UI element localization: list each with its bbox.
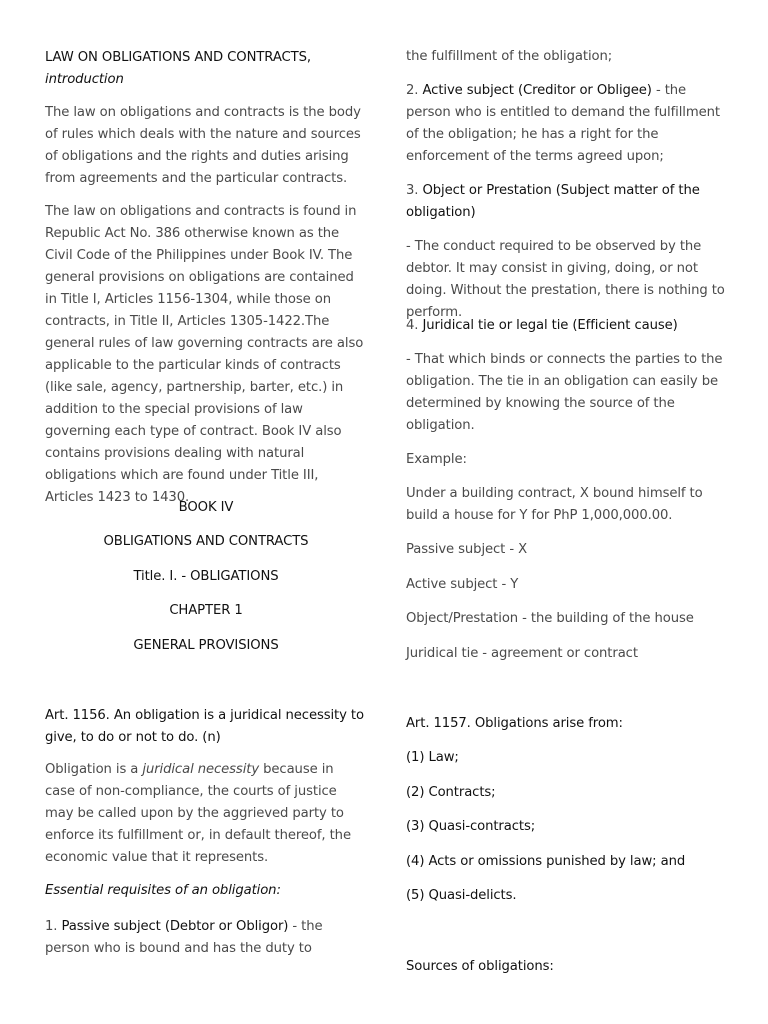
sources-heading: Sources of obligations: [406,959,554,974]
title-heading: Title. I. - OBLIGATIONS [133,569,279,584]
example-juridical-tie: Juridical tie - agreement or contract [406,646,638,661]
obligation-definition: Obligation is a juridical necessity because in case of non-compliance, the courts of justice may be called upon by the aggrieved party to enforce its fulfillment or, in default thereof, the economic value that it represents. [45,762,351,865]
requisites-heading: Essential requisites of an obligation: [45,883,281,898]
example-object: Object/Prestation - the building of the house [406,611,694,626]
source-contracts: (2) Contracts; [406,785,496,800]
requisite-4-description: - That which binds or connects the parties to the obligation. The tie in an obligation can easily be determined by knowing the source of the obligation. [406,352,723,433]
book-heading: BOOK IV [178,500,234,515]
source-quasi-delicts: (5) Quasi-delicts. [406,888,517,903]
example-passive-subject: Passive subject - X [406,542,528,557]
example-text: Under a building contract, X bound himself to build a house for Y for PhP 1,000,000.00. [406,486,703,523]
article-1157: Art. 1157. Obligations arise from: [406,716,623,731]
book-title: OBLIGATIONS AND CONTRACTS [103,534,309,549]
requisite-1-continued: the fulfillment of the obligation; [406,49,613,64]
intro-paragraph-1: The law on obligations and contracts is the body of rules which deals with the nature and sources of obligations and the rights and duties arising from agreements and the particular contracts. [45,105,361,186]
example-label: Example: [406,452,467,467]
subheading-text: introduction [45,72,124,87]
intro-paragraph-2: The law on obligations and contracts is found in Republic Act No. 386 otherwise known as the Civil Code of the Philippines under Book IV. The general provisions on obligations are contained in Title I, Articles 1156-1304, while those on contracts, in Title II, Articles 1305-1422.The general rules of law governing contracts are also applicable to the particular kinds of contracts (like sale, agency, partnership, barter, etc.) in addition to the special provisions of law governing each type of contract. Book IV also contains provisions dealing with natural obligations which are found under Title III, Articles 1423 to 1430. [45,204,364,505]
article-1156: Art. 1156. An obligation is a juridical necessity to give, to do or not to do. (n) [45,708,364,745]
requisite-1: 1. Passive subject (Debtor or Obligor) - the person who is bound and has the duty to [45,919,323,956]
requisite-3-description: - The conduct required to be observed by the debtor. It may consist in giving, doing, or not doing. Without the prestation, there is nothing to perform. [406,239,725,320]
general-provisions-heading: GENERAL PROVISIONS [133,638,279,653]
source-acts-omissions: (4) Acts or omissions punished by law; and [406,854,686,869]
requisite-3-term: 3. Object or Prestation (Subject matter of the obligation) [406,183,700,220]
requisite-2: 2. Active subject (Creditor or Obligee) - the person who is entitled to demand the fulfillment of the obligation; he has a right for the enforcement of the terms agreed upon; [406,83,720,164]
chapter-heading: CHAPTER 1 [169,603,243,618]
requisite-4-term: 4. Juridical tie or legal tie (Efficient cause) [406,318,678,333]
source-law: (1) Law; [406,750,459,765]
example-active-subject: Active subject - Y [406,577,519,592]
heading-text: LAW ON OBLIGATIONS AND CONTRACTS, [45,50,311,65]
source-quasi-contracts: (3) Quasi-contracts; [406,819,536,834]
document-heading [45,47,367,91]
